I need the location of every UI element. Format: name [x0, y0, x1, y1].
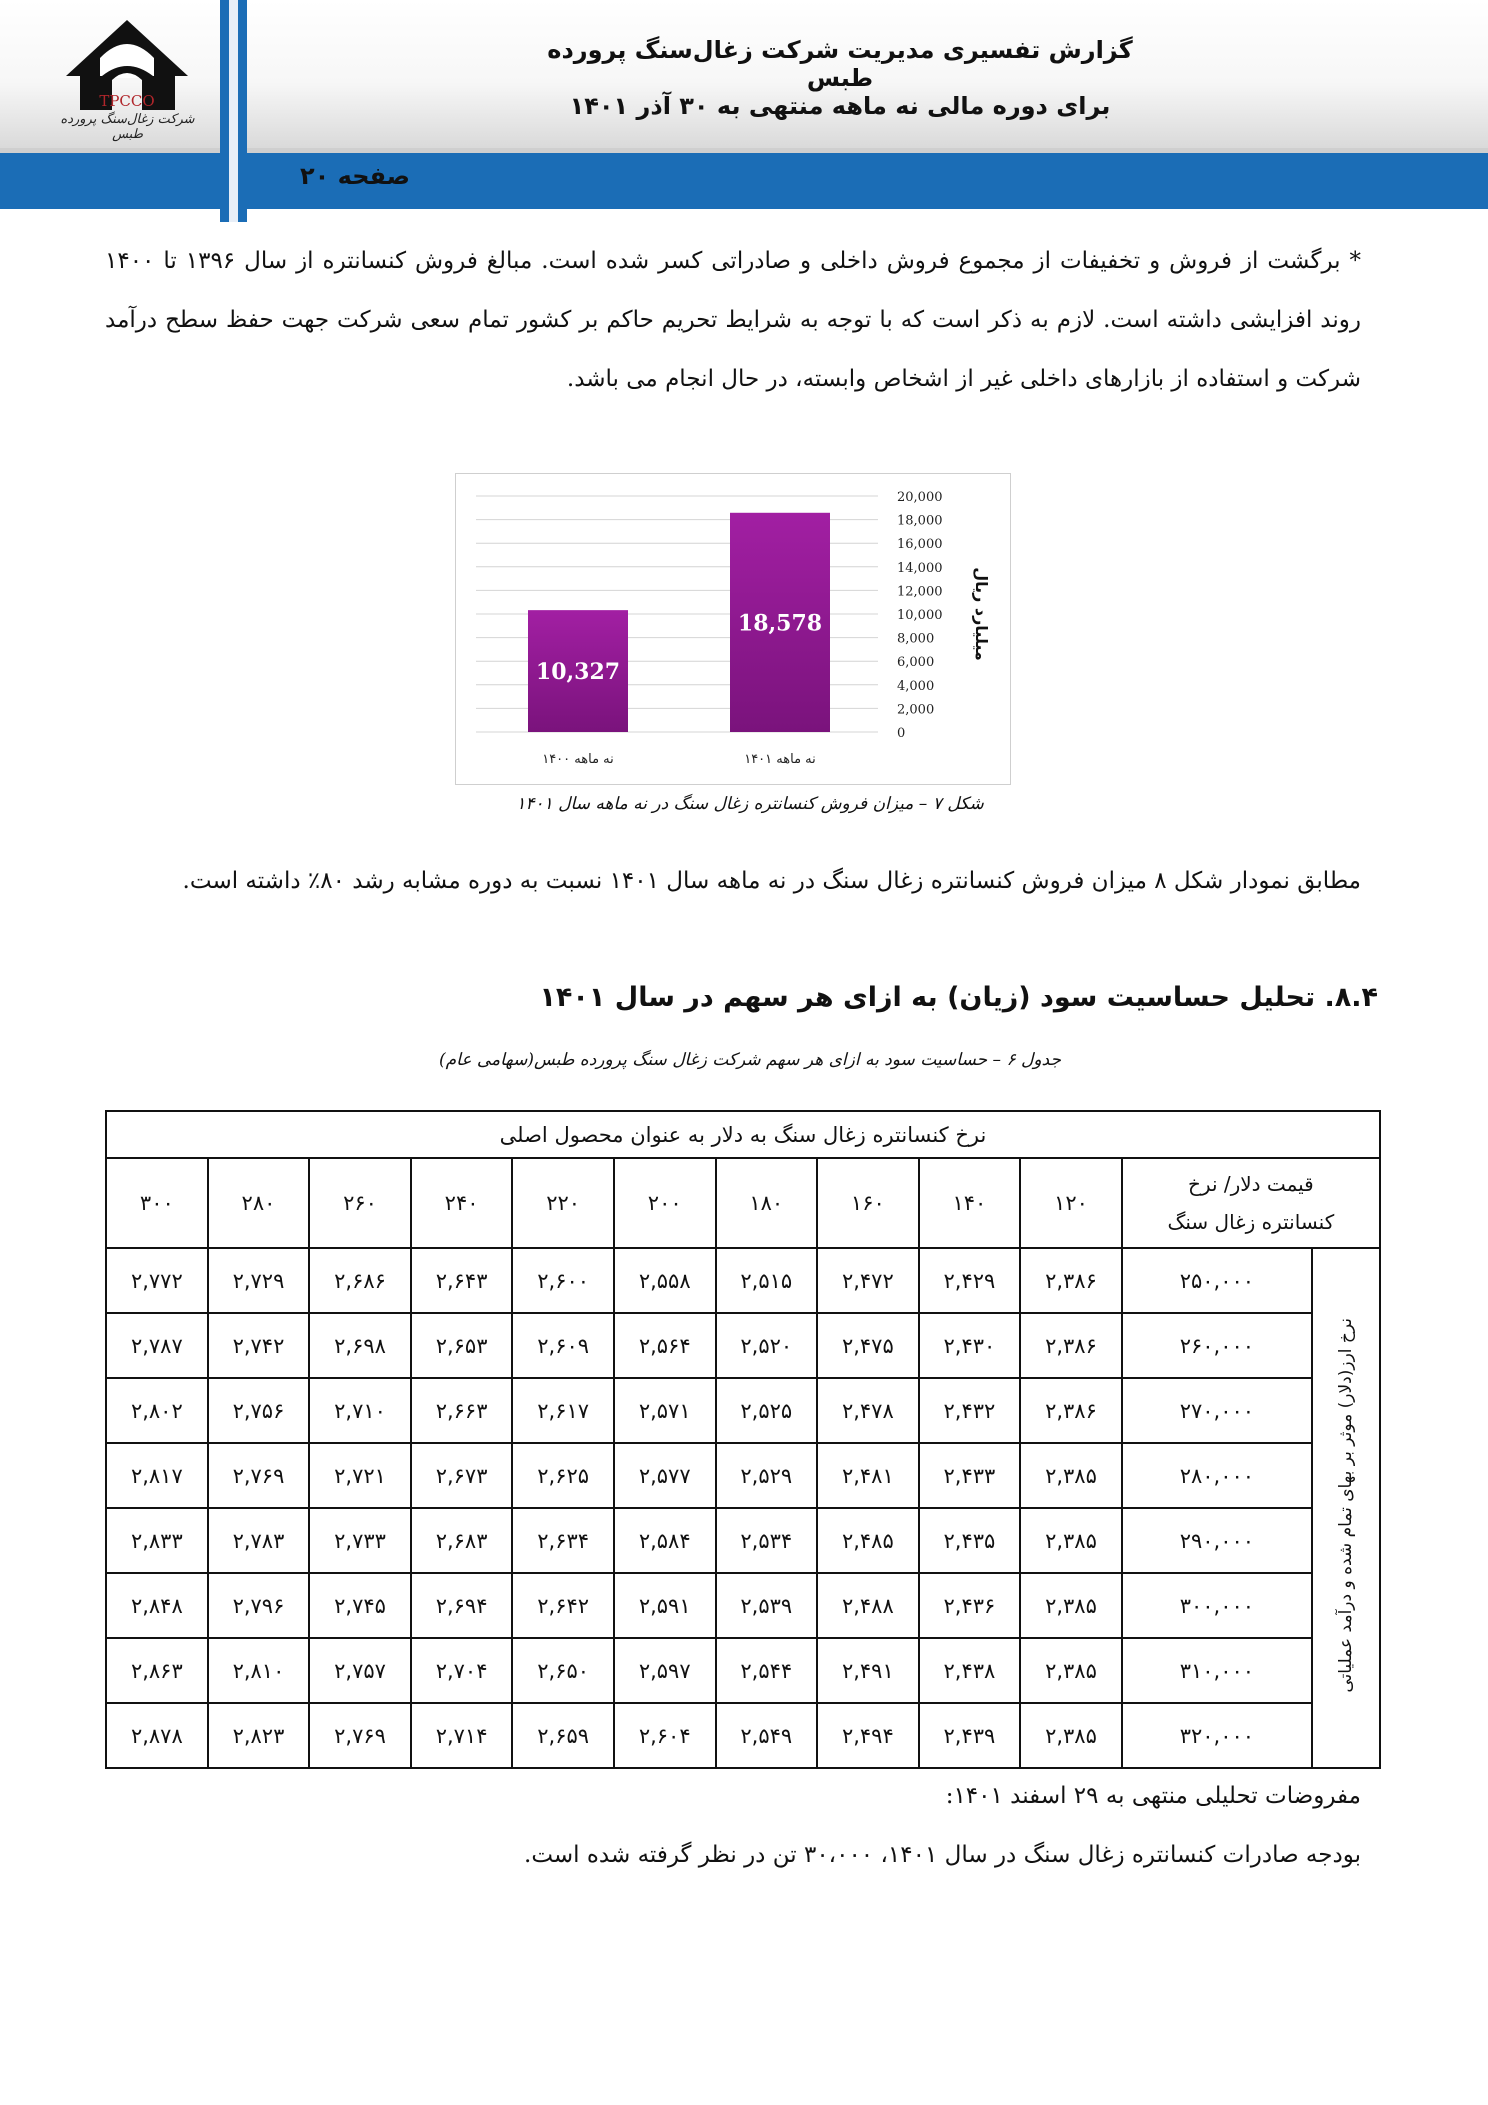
table-cell: ۲,۶۸۶	[309, 1248, 411, 1313]
table-cell: ۲,۴۹۴	[817, 1703, 919, 1768]
table-row	[106, 1508, 1380, 1573]
table-cell: ۲,۷۵۶	[208, 1378, 310, 1443]
table-row-rate: ۲۶۰,۰۰۰	[1122, 1313, 1312, 1378]
table-cell: ۲,۵۹۱	[614, 1573, 716, 1638]
table-cell: ۲,۴۷۸	[817, 1378, 919, 1443]
table-cell: ۲,۸۱۰	[208, 1638, 310, 1703]
table-column-header: ۲۸۰	[208, 1158, 310, 1248]
table-cell: ۲,۶۷۳	[411, 1443, 513, 1508]
paragraph-sales-note: * برگشت از فروش و تخفیفات از مجموع فروش داخلی و صادراتی کسر شده است. مبالغ فروش کنسانتره از سال ۱۳۹۶ تا ۱۴۰۰ روند افزایشی داشته است. لازم به ذکر است که با توجه به شرایط تحریم حاکم بر کشور تمام سعی شرکت جهت حفظ سطح درآمد شرکت و استفاده از بازارهای داخلی غیر از اشخاص وابسته، در حال انجام می باشد.	[105, 248, 1362, 392]
paragraph-assumptions	[105, 1767, 1361, 1885]
table-row-rate: ۲۹۰,۰۰۰	[1122, 1508, 1312, 1573]
table-cell: ۲,۶۸۳	[411, 1508, 513, 1573]
chart-bar-value-label: 10,327	[535, 659, 621, 686]
logo-text: TPCCO	[99, 92, 155, 110]
chart-y-axis-label: میلیارد ریال	[972, 567, 991, 661]
table-row	[106, 1638, 1380, 1703]
table-cell: ۲,۷۹۶	[208, 1573, 310, 1638]
chart-y-tick-label: 16,000	[897, 537, 943, 553]
table-cell: ۲,۷۸۷	[106, 1313, 208, 1378]
table-cell: ۲,۴۸۵	[817, 1508, 919, 1573]
table-cell: ۲,۴۳۰	[919, 1313, 1021, 1378]
table-column-header: ۲۶۰	[309, 1158, 411, 1248]
table-cell: ۲,۷۸۳	[208, 1508, 310, 1573]
table-cell: ۲,۶۰۰	[512, 1248, 614, 1313]
table-cell: ۲,۵۶۴	[614, 1313, 716, 1378]
logo-subtitle: شرکت زغال‌سنگ پرورده طبس	[60, 112, 195, 142]
sales-chart-svg	[456, 474, 1010, 784]
table-cell: ۲,۶۶۳	[411, 1378, 513, 1443]
table-column-header: ۲۲۰	[512, 1158, 614, 1248]
table-cell: ۲,۸۶۳	[106, 1638, 208, 1703]
table-cell: ۲,۴۳۵	[919, 1508, 1021, 1573]
table-cell: ۲,۴۸۸	[817, 1573, 919, 1638]
table-cell: ۲,۶۱۷	[512, 1378, 614, 1443]
table-cell: ۲,۴۷۵	[817, 1313, 919, 1378]
table-cell: ۲,۶۰۴	[614, 1703, 716, 1768]
report-subtitle: برای دوره مالی نه ماهه منتهی به ۳۰ آذر ۱۴۰۱	[569, 92, 1111, 120]
table-cell: ۲,۳۸۶	[1020, 1313, 1122, 1378]
chart-y-tick-label: 20,000	[897, 490, 943, 505]
table-cell: ۲,۵۲۵	[716, 1378, 818, 1443]
chart-y-tick-label: 2,000	[897, 702, 935, 718]
chart-category-label: نه ماهه ۱۴۰۰	[542, 752, 614, 767]
vertical-label-text: نرخ ارز(دلار) موثر بر بهای تمام شده و درآمد عملیاتی	[1336, 1318, 1356, 1693]
table-cell: ۲,۸۳۳	[106, 1508, 208, 1573]
table-row-rate: ۳۱۰,۰۰۰	[1122, 1638, 1312, 1703]
table-cell: ۲,۳۸۶	[1020, 1248, 1122, 1313]
table-cell: ۲,۷۱۰	[309, 1378, 411, 1443]
table-cell: ۲,۷۶۹	[208, 1443, 310, 1508]
table-cell: ۲,۸۴۸	[106, 1573, 208, 1638]
table-cell: ۲,۸۷۸	[106, 1703, 208, 1768]
table-column-header: ۱۸۰	[716, 1158, 818, 1248]
table-row-rate: ۲۷۰,۰۰۰	[1122, 1378, 1312, 1443]
table-cell: ۲,۴۳۳	[919, 1443, 1021, 1508]
table-cell: ۲,۳۸۵	[1020, 1443, 1122, 1508]
chart-y-tick-label: 10,000	[897, 608, 943, 623]
table-column-header: ۲۰۰	[614, 1158, 716, 1248]
chart-y-tick-label: 4,000	[897, 678, 935, 694]
table-cell: ۲,۷۳۳	[309, 1508, 411, 1573]
table-cell: ۲,۵۳۴	[716, 1508, 818, 1573]
table-row-rate: ۲۵۰,۰۰۰	[1122, 1248, 1312, 1313]
table-cell: ۲,۴۳۲	[919, 1378, 1021, 1443]
table-vertical-label	[1312, 1248, 1380, 1768]
header-vertical-bar	[220, 0, 229, 222]
table-cell: ۲,۴۷۲	[817, 1248, 919, 1313]
table-cell: ۲,۶۳۴	[512, 1508, 614, 1573]
table-caption: جدول ۶ – حساسیت سود به ازای هر سهم شرکت زغال سنگ پرورده طبس(سهامی عام)	[439, 1050, 1061, 1070]
table-cell: ۲,۵۴۹	[716, 1703, 818, 1768]
table-cell: ۲,۷۷۲	[106, 1248, 208, 1313]
table-cell: ۲,۶۲۵	[512, 1443, 614, 1508]
chart-y-tick-label: 6,000	[897, 655, 935, 671]
table-column-header: ۱۶۰	[817, 1158, 919, 1248]
table-row	[106, 1313, 1380, 1378]
table-cell: ۲,۷۵۷	[309, 1638, 411, 1703]
table-cell: ۲,۵۴۴	[716, 1638, 818, 1703]
table-cell: ۲,۳۸۵	[1020, 1703, 1122, 1768]
table-cell: ۲,۵۹۷	[614, 1638, 716, 1703]
table-cell: ۲,۳۸۶	[1020, 1378, 1122, 1443]
chart-category-label: نه ماهه ۱۴۰۱	[744, 752, 816, 767]
table-cell: ۲,۶۵۹	[512, 1703, 614, 1768]
sales-chart	[455, 473, 1011, 785]
table-column-header: ۳۰۰	[106, 1158, 208, 1248]
table-cell: ۲,۴۳۶	[919, 1573, 1021, 1638]
chart-y-tick-label: 0	[897, 726, 906, 741]
chart-y-tick-label: 18,000	[897, 513, 943, 529]
table-row	[106, 1703, 1380, 1768]
corner-line2: کنسانتره زغال سنگ	[1167, 1210, 1335, 1234]
table-cell: ۲,۴۳۹	[919, 1703, 1021, 1768]
table-cell: ۲,۶۹۴	[411, 1573, 513, 1638]
table-cell: ۲,۸۲۳	[208, 1703, 310, 1768]
table-row	[106, 1378, 1380, 1443]
table-column-header: ۱۲۰	[1020, 1158, 1122, 1248]
table-cell: ۲,۷۲۹	[208, 1248, 310, 1313]
chart-bar-value-label: 18,578	[737, 610, 823, 637]
table-column-header: ۲۴۰	[411, 1158, 513, 1248]
table-cell: ۲,۵۸۴	[614, 1508, 716, 1573]
figure-caption: شکل ۷ – میزان فروش کنسانتره زغال سنگ در نه ماهه سال ۱۴۰۱	[516, 794, 984, 814]
table-cell: ۲,۷۰۴	[411, 1638, 513, 1703]
table-cell: ۲,۶۵۰	[512, 1638, 614, 1703]
table-row-rate: ۲۸۰,۰۰۰	[1122, 1443, 1312, 1508]
table-row-rate: ۳۰۰,۰۰۰	[1122, 1573, 1312, 1638]
table-cell: ۲,۵۱۵	[716, 1248, 818, 1313]
table-cell: ۲,۶۴۳	[411, 1248, 513, 1313]
table-cell: ۲,۷۴۵	[309, 1573, 411, 1638]
table-cell: ۲,۶۴۲	[512, 1573, 614, 1638]
table-cell: ۲,۵۷۷	[614, 1443, 716, 1508]
page-number: صفحه ۲۰	[300, 162, 410, 190]
table-cell: ۲,۴۸۱	[817, 1443, 919, 1508]
table-cell: ۲,۴۳۸	[919, 1638, 1021, 1703]
table-cell: ۲,۷۱۴	[411, 1703, 513, 1768]
table-top-header: نرخ کنسانتره زغال سنگ به دلار به عنوان محصول اصلی	[106, 1111, 1380, 1158]
table-row	[106, 1573, 1380, 1638]
table-cell: ۲,۵۲۹	[716, 1443, 818, 1508]
table-cell: ۲,۳۸۵	[1020, 1573, 1122, 1638]
table-column-header: ۱۴۰	[919, 1158, 1021, 1248]
section-heading: ۸.۴. تحلیل حساسیت سود (زیان) به ازای هر سهم در سال ۱۴۰۱	[539, 982, 1378, 1013]
assumptions-heading: مفروضات تحلیلی منتهی به ۲۹ اسفند ۱۴۰۱:	[945, 1783, 1361, 1809]
table-cell: ۲,۸۰۲	[106, 1378, 208, 1443]
table-cell: ۲,۵۲۰	[716, 1313, 818, 1378]
table-cell: ۲,۵۳۹	[716, 1573, 818, 1638]
table-cell: ۲,۴۲۹	[919, 1248, 1021, 1313]
header-vertical-gap	[229, 0, 238, 222]
table-row	[106, 1248, 1380, 1313]
table-cell: ۲,۵۵۸	[614, 1248, 716, 1313]
corner-line1: قیمت دلار/ نرخ	[1188, 1172, 1314, 1196]
table-cell: ۲,۷۴۲	[208, 1313, 310, 1378]
table-cell: ۲,۵۷۱	[614, 1378, 716, 1443]
paragraph-growth: مطابق نمودار شکل ۸ میزان فروش کنسانتره زغال سنگ در نه ماهه سال ۱۴۰۱ نسبت به دوره مشابه رشد ۸۰٪ داشته است.	[182, 868, 1361, 894]
chart-y-tick-label: 12,000	[897, 584, 943, 600]
table-row	[106, 1443, 1380, 1508]
table-row-rate: ۳۲۰,۰۰۰	[1122, 1703, 1312, 1768]
assumptions-budget: بودجه صادرات کنسانتره زغال سنگ در سال ۱۴۰۱، ۳۰،۰۰۰ تن در نظر گرفته شده است.	[524, 1842, 1361, 1868]
table-corner-header	[1122, 1158, 1380, 1248]
table-cell: ۲,۸۱۷	[106, 1443, 208, 1508]
sensitivity-table	[105, 1110, 1381, 1769]
table-cell: ۲,۷۶۹	[309, 1703, 411, 1768]
table-cell: ۲,۶۹۸	[309, 1313, 411, 1378]
table-cell: ۲,۷۲۱	[309, 1443, 411, 1508]
chart-y-tick-label: 14,000	[897, 560, 943, 576]
chart-y-tick-label: 8,000	[897, 631, 935, 647]
report-title: گزارش تفسیری مدیریت شرکت زغال‌سنگ پرورده طبس	[547, 36, 1133, 92]
table-cell: ۲,۴۹۱	[817, 1638, 919, 1703]
table-cell: ۲,۳۸۵	[1020, 1638, 1122, 1703]
table-cell: ۲,۶۰۹	[512, 1313, 614, 1378]
table-cell: ۲,۳۸۵	[1020, 1508, 1122, 1573]
header-vertical-bar	[238, 0, 247, 222]
table-cell: ۲,۶۵۳	[411, 1313, 513, 1378]
